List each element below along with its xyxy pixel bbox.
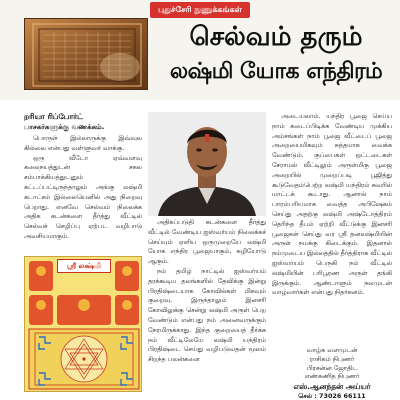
deity-label: ஸ்ரீ லக்ஷ்மி bbox=[57, 259, 111, 273]
author-photo bbox=[148, 112, 266, 216]
signature-title: ராசிகம் நிபுணர் bbox=[309, 354, 355, 363]
article-paragraph: அடையலாம். யந்திர பூஜை செய்ய நாம் கடைப்பிடிக்க வேண்டிய முக்கிய அம்சங்கள் நாம் பூஜை வீட்டைப் பூஜை அறையைமிகவும் சுத்தமாக வைக்க வேண்டும். குப்பைகள் ஒட்டடைகள் சேராமல் வீட்டிலும் அருள்மிகு பூஜை அறையில் முறைப்படி பூஜித்து கூடுவேதம்பெற்ற லஷ்மி யந்திரம் சுவரில் மாட்டக் கூடாது. ஆனால் நாம் பாரம்பரியமாக வைத்த அபிஷேகம் செய்து அதற்கு லஷ்மி அஷ்டோத்திரம் தெரிந்த தீபம் ஏற்றி வீட்டுக்கு இனசரி பூஜைகள் செய்து வர ஸ்ரீ தனலஷ்மியின் அருள் நமக்கு கிடைக்கும். இதனால் நம்முடைய இல்லத்தில் தீர்த்திராக வீட்டில் ஐஸ்வர்யம் பெருகி நம் வீட்டில் லஷ்மியின் பரிபூரண அருள் தங்கி இருக்கும். ஆண்டாளும் நலமுடன் வாழ்வார்கள் என்பது நிதர்சனம். bbox=[272, 112, 392, 297]
signature-title: பிரசன்ன ஜோதிட bbox=[306, 363, 358, 372]
reader-greeting: பாசகர்களுக்கு வணக்கம். bbox=[24, 123, 105, 131]
yantra-photo bbox=[24, 18, 148, 90]
headline-line-1: செல்வம் தரும் bbox=[189, 22, 363, 52]
article-paragraph: பொருள் இல்லாருக்கு இவ்வுல கில்லை என்பது வள்ளுவர் வாக்கு. bbox=[24, 134, 142, 152]
article-paragraph: ஒரு வீடோ ஏவ்வளவு கலைநயத்துடன் சகல சம்பாக்கியத்துடனும் கட்டப்பட்டிருந்தாலும் அங்கு லஷ்மி கடாட்சம் இல்லையெனில் அது நிறைவு பெறாது. எனவே செல்வம் நிலைக்க அதிக கடன்களை தீர்த்து வீட்டில் செல்வச் செழிப்பு ஏற்பட வழிபாடு அவசியமாகும். bbox=[24, 153, 142, 240]
lakshmi-yantra-graphic bbox=[25, 257, 142, 392]
author-photo-graphic bbox=[148, 112, 266, 216]
article-paragraph: நம் தமிழ் நாட்டில் ஐஸ்வர்யம் தரக்கூடிய தலங்களில் தேவிக்கு இன்று பிரதிஷ்டையாக கோவில்கள் மிகவும் குறைவு. இருந்தாலும் இனசரி கோவிலுக்கு சென்று லஷ்மி அருள் பெற வேண்டும் என்பது நம் அனைவருக்கும் நேரமிருக்காது. இந்த குறையைத் தீர்க்க நம் வீட்டிலேயே லஷ்மி யந்திரம் பிரதிஷ்டை செய்து வழிபடுவதன் மூலம் சிறந்த பலன்களை bbox=[148, 266, 266, 364]
lakshmi-yantra-image bbox=[24, 256, 142, 392]
headline bbox=[160, 20, 392, 88]
article-column-left bbox=[24, 112, 142, 242]
author-name: எஸ்.ஆனந்தன் அய்யர் bbox=[293, 382, 371, 392]
author-signature bbox=[272, 346, 392, 400]
article-column-middle bbox=[148, 218, 266, 365]
signature-closing: வாழ்க வளமுடன் bbox=[306, 346, 358, 354]
signature-title: எண்கணித நிபுணர் bbox=[304, 372, 360, 381]
reporter-byline: றரியா ரிப்போர்ட் bbox=[24, 112, 84, 121]
author-phone: செல் : 73026 66111 bbox=[298, 392, 366, 400]
article-paragraph: அதிகப்படுதி கடன்களை தீர்த்து வீட்டில் வேண்டிய ஐஸ்வர்யம் நிலைக்கச் செய்யும் ஏளிய ஒருமுறையே லஷ்மி யோக எந்திர பூஜையாகும், சுழியோடு ஆகும். bbox=[148, 218, 266, 266]
article-column-right bbox=[272, 112, 392, 298]
headline-line-2: லஷ்மி யோக எந்திரம் bbox=[169, 58, 383, 84]
section-badge: புதுச்சேரி நுணுக்கங்கள் bbox=[150, 2, 250, 18]
yantra-photo-graphic bbox=[25, 19, 148, 90]
